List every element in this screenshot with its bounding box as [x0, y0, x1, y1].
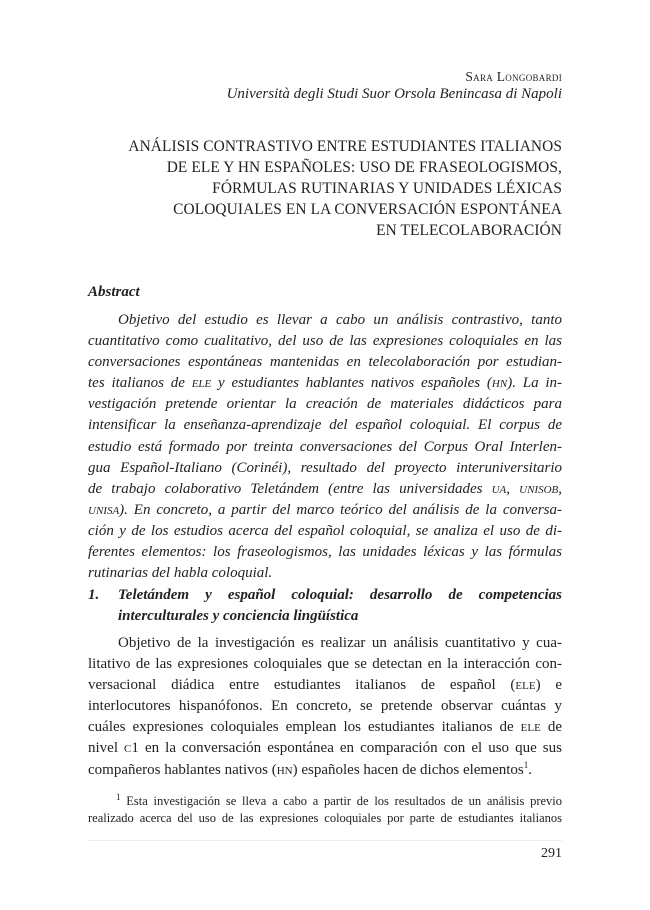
author-affiliation: Università degli Studi Suor Orsola Benincasa di Napoli — [226, 86, 562, 102]
acronym: ua — [491, 480, 507, 497]
abstract-line: intensificar la enseñanza-aprendizaje del español coloquial. El corpus de — [88, 417, 562, 434]
body-paragraph — [88, 633, 562, 781]
body-line: interlocutores hispanófonos. En concreto, se pretende observar cuántas y — [88, 698, 562, 715]
title-line: COLOQUIALES EN LA CONVERSACIÓN ESPONTÁNEA — [173, 201, 562, 218]
body-line: litativo de las expresiones coloquiales que se detectan en la interacción con- — [88, 656, 562, 673]
page-number: 291 — [541, 846, 562, 861]
title-line: FÓRMULAS RUTINARIAS Y UNIDADES LÉXICAS — [212, 180, 562, 197]
body-line: Objetivo de la investigación es realizar un análisis cuantitativo y cua- — [118, 635, 562, 651]
acronym: hn — [491, 375, 508, 392]
title-line: EN TELECOLABORACIÓN — [376, 222, 562, 239]
title-line: DE ELE Y HN ESPAÑOLES: USO DE FRASEOLOGISMOS, — [166, 159, 562, 176]
footnote-text: Esta investigación se lleva a cabo a partir de los resultados de un análisis previo — [126, 794, 563, 808]
footnote-marker[interactable]: 1 — [523, 759, 529, 770]
acronym: hn — [276, 761, 293, 778]
body-line: nivel c1 en la conversación espontánea en comparación con el uso que sus — [88, 740, 562, 757]
section-title-line: interculturales y conciencia lingüística — [118, 608, 359, 624]
abstract-heading: Abstract — [88, 284, 140, 300]
author-name: Sara Longobardi — [465, 69, 562, 84]
abstract-line: vestigación pretende orientar la creación de materiales didácticos para — [88, 396, 562, 413]
body-line-text: compañeros hablantes nativos (hn) españoles hacen de dichos elementos — [88, 761, 524, 778]
abstract-line: tes italianos de ele y estudiantes hablantes nativos españoles (hn). La in- — [88, 375, 563, 392]
abstract-line: de trabajo colaborativo Teletándem (entre las universidades ua, unisob, — [88, 480, 562, 497]
title-line: ANÁLISIS CONTRASTIVO ENTRE ESTUDIANTES ITALIANOS — [128, 138, 562, 155]
acronym: ele — [520, 719, 541, 736]
abstract-line: conversaciones espontáneas mantenidas en telecolaboración por estudian- — [88, 354, 562, 371]
body-line: versacional diádica entre estudiantes italianos de español (ele) e — [88, 677, 562, 694]
footnote-number: 1 — [116, 791, 121, 802]
abstract-body — [88, 310, 562, 584]
abstract-line: rutinarias del habla coloquial. — [88, 565, 273, 582]
acronym: unisa — [88, 501, 120, 518]
section-number: 1. — [88, 587, 100, 603]
abstract-line: Objetivo del estudio es llevar a cabo un análisis contrastivo, tanto — [118, 312, 562, 328]
article-title — [92, 136, 562, 241]
abstract-line: cuantitativo como cualitativo, del uso de las expresiones coloquiales en las — [88, 333, 562, 350]
body-line: cuáles expresiones coloquiales emplean los estudiantes italianos de ele de — [88, 719, 562, 736]
acronym: unisob — [519, 480, 559, 497]
acronym: ele — [515, 677, 536, 694]
abstract-line: estudio está formado por treinta conversaciones del Corpus Oral Interlen- — [88, 438, 562, 455]
footnote-line: realizado acerca del uso de las expresiones coloquiales por parte de estudiantes italianos — [88, 811, 562, 825]
abstract-line: ferentes elementos: los fraseologismos, las unidades léxicas y las fórmulas — [88, 544, 562, 561]
acronym: c1 — [124, 740, 139, 757]
abstract-line: unisa). En concreto, a partir del marco teórico del análisis de la conversa- — [88, 501, 562, 518]
footer-divider — [88, 840, 562, 841]
section-title-line: Teletándem y español coloquial: desarrollo de competencias — [118, 587, 562, 603]
abstract-line: gua Español-Italiano (Corinéi), resultado del proyecto interuniversitario — [88, 459, 562, 476]
abstract-line: ción y de los estudios acerca del español coloquial, se analiza el uso de di- — [88, 522, 562, 539]
footnote-line — [88, 793, 562, 810]
body-line-last: compañeros hablantes nativos (hn) españoles hacen de dichos elementos$^1$. — [88, 759, 533, 778]
footnote — [88, 793, 562, 827]
acronym: ele — [191, 375, 212, 392]
